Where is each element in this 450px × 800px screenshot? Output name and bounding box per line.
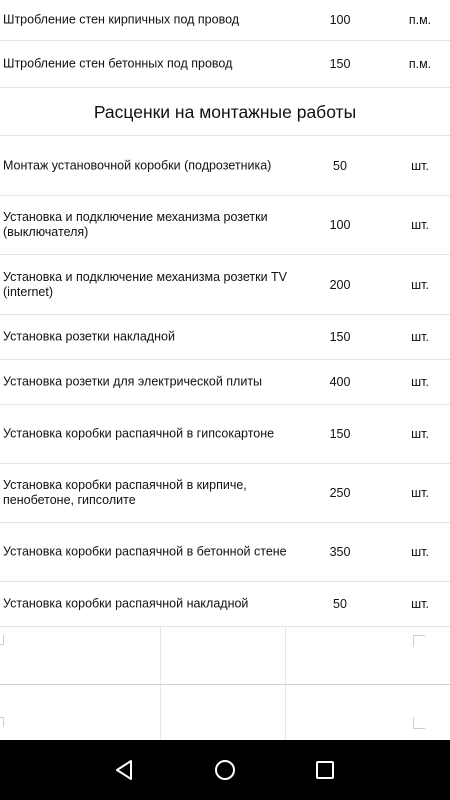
price-row: [0, 41, 450, 88]
service-name: Установка розетки для электрической плиты: [3, 374, 263, 389]
corner-marker: [413, 635, 425, 647]
service-price: 150: [329, 330, 351, 344]
recents-button[interactable]: [310, 755, 340, 785]
home-button[interactable]: [210, 755, 240, 785]
system-navigation-bar: [0, 740, 450, 800]
service-name: Штробление стен кирпичных под провод: [3, 12, 240, 27]
service-price: 50: [333, 597, 347, 611]
service-unit: шт.: [411, 277, 429, 292]
price-row: [0, 523, 450, 582]
service-name: Установка и подключение механизма розетки (выключателя): [3, 210, 268, 239]
service-name: Установка коробки распаячной накладной: [3, 596, 249, 611]
service-unit: шт.: [411, 218, 429, 232]
service-unit: шт.: [411, 545, 429, 559]
service-unit: шт.: [411, 597, 429, 611]
service-price: 100: [329, 218, 351, 232]
price-row: [0, 464, 450, 523]
price-row: [0, 360, 450, 405]
price-row: [0, 582, 450, 627]
service-name: Установка коробки распаячной в кирпиче, пенобетоне, гипсолите: [3, 478, 247, 507]
price-row: [0, 136, 450, 196]
service-unit: п.м.: [408, 57, 432, 71]
empty-content-area: [0, 627, 450, 740]
price-row: [0, 255, 450, 315]
service-unit: шт.: [411, 330, 429, 344]
back-triangle-icon: [110, 755, 140, 785]
service-price: 400: [329, 375, 351, 389]
corner-marker: [0, 635, 4, 645]
service-unit: шт.: [411, 375, 429, 389]
price-row: [0, 0, 450, 41]
service-name: Установка розетки накладной: [3, 329, 175, 344]
recents-square-icon: [310, 755, 340, 785]
service-name: Установка и подключение механизма розетки TV (internet): [3, 269, 288, 299]
price-row: [0, 315, 450, 360]
price-row: [0, 196, 450, 255]
grid-line: [160, 627, 161, 684]
service-price: 350: [329, 545, 351, 559]
service-name: Монтаж установочной коробки (подрозетника): [3, 158, 272, 172]
divider: [0, 684, 450, 685]
price-row: [0, 405, 450, 464]
service-unit: шт.: [411, 486, 429, 500]
grid-line: [160, 685, 161, 740]
section-heading: Расценки на монтажные работы: [0, 88, 450, 136]
service-price: 100: [329, 13, 351, 27]
service-price: 200: [329, 277, 351, 292]
home-circle-icon: [210, 755, 240, 785]
grid-line: [285, 685, 286, 740]
grid-line: [285, 627, 286, 684]
service-price: 150: [329, 57, 351, 71]
service-name: Установка коробки распаячной в бетонной стене: [3, 544, 287, 559]
corner-marker: [413, 717, 425, 729]
back-button[interactable]: [110, 755, 140, 785]
service-unit: шт.: [411, 158, 429, 173]
service-price: 250: [329, 486, 351, 500]
service-unit: шт.: [411, 427, 429, 441]
service-name: Установка коробки распаячной в гипсокартоне: [3, 426, 275, 441]
service-price: 150: [329, 427, 351, 441]
corner-marker: [0, 717, 4, 727]
service-unit: п.м.: [408, 13, 432, 27]
service-name: Штробление стен бетонных под провод: [3, 56, 233, 71]
service-price: 50: [333, 158, 347, 173]
